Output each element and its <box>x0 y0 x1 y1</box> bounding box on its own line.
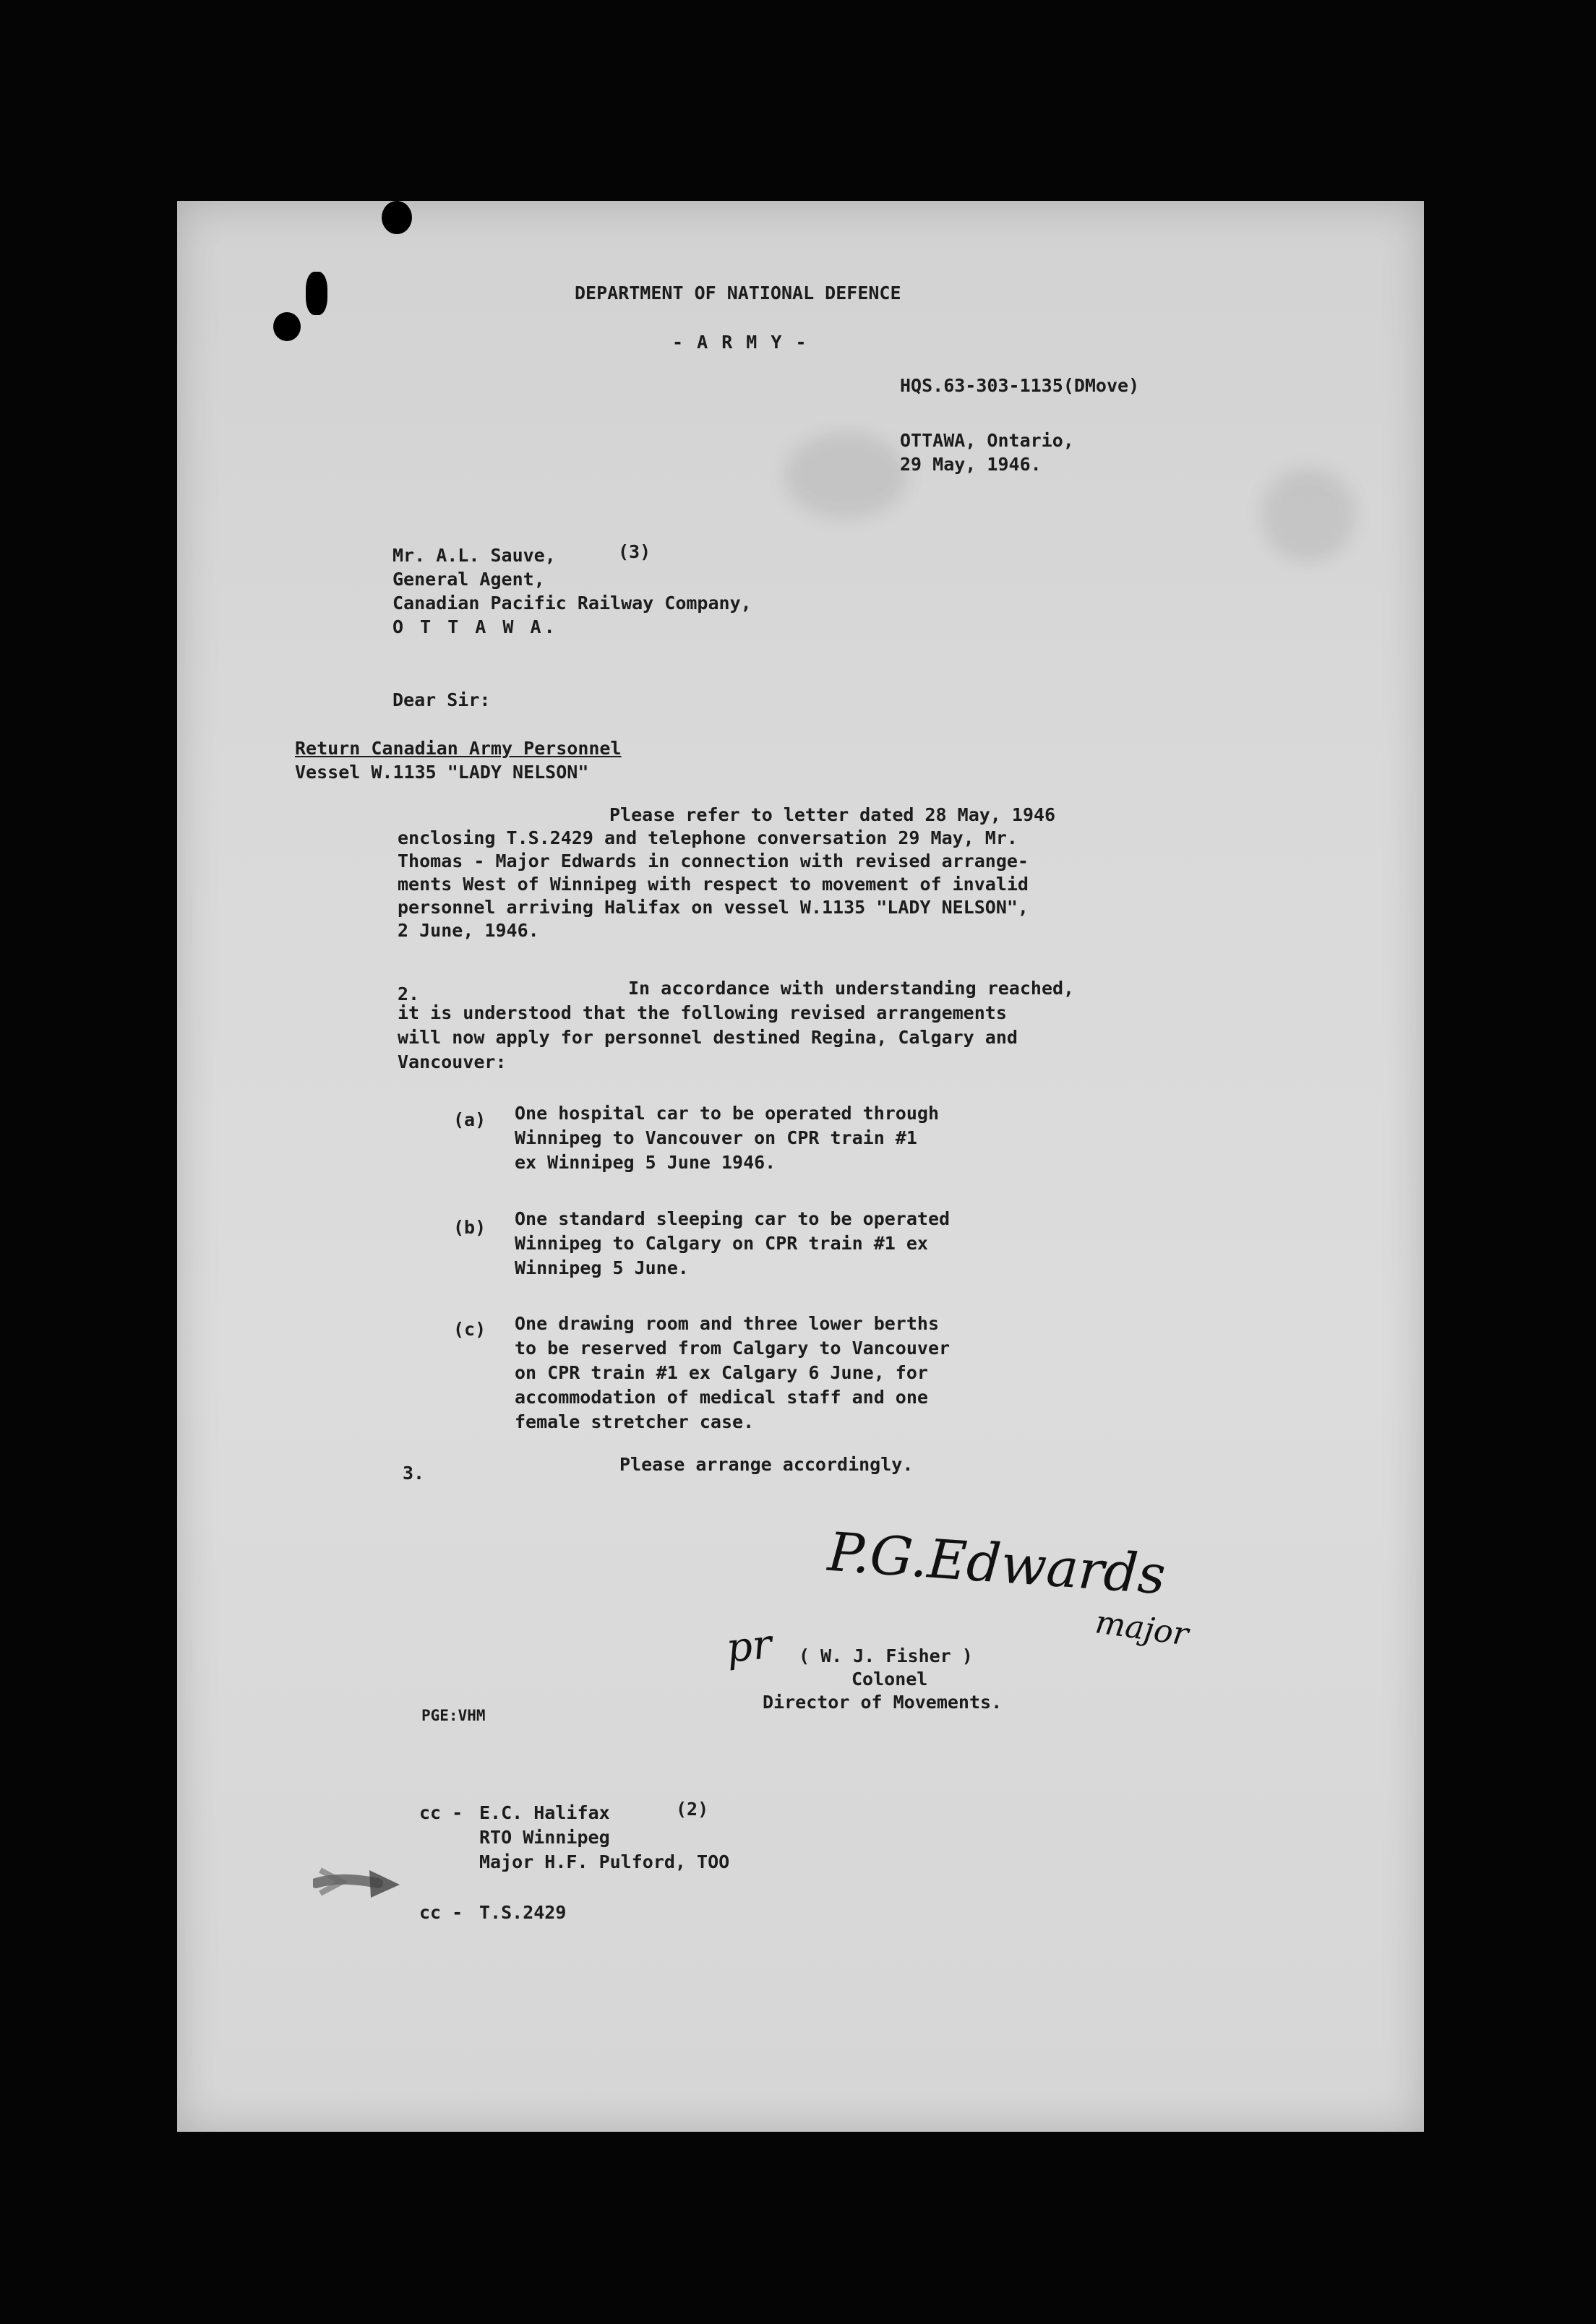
letter-page <box>177 201 1424 2132</box>
cc-line: Major H.F. Pulford, TOO <box>479 1851 730 1872</box>
item-b-line: One standard sleeping car to be operated <box>515 1208 951 1229</box>
item-b-line: Winnipeg 5 June. <box>515 1257 689 1278</box>
handwritten-rank: major <box>1093 1604 1191 1653</box>
cc-prefix: cc - <box>419 1802 463 1823</box>
signer-rank: Colonel <box>851 1669 928 1690</box>
item-c-line: to be reserved from Calgary to Vancouver <box>515 1338 951 1359</box>
para1-line: personnel arriving Halifax on vessel W.1135 "LADY NELSON", <box>398 897 1029 918</box>
punch-hole <box>273 312 301 341</box>
item-a-line: ex Winnipeg 5 June 1946. <box>515 1152 776 1173</box>
para1-line: enclosing T.S.2429 and telephone conversation 29 May, Mr. <box>398 827 1018 848</box>
para3-text: Please arrange accordingly. <box>619 1454 914 1475</box>
item-a-line: One hospital car to be operated through <box>515 1103 939 1124</box>
para2-line: will now apply for personnel destined Regina, Calgary and <box>398 1027 1018 1048</box>
recipient-title: General Agent, <box>392 569 545 590</box>
recipient-city: O T T A W A. <box>392 616 558 637</box>
cc-prefix-2: cc - <box>419 1902 463 1923</box>
signer-name: ( W. J. Fisher ) <box>799 1645 973 1666</box>
item-c-label: (c) <box>453 1319 486 1340</box>
subject-line-2: Vessel W.1135 "LADY NELSON" <box>295 762 589 783</box>
para3-number: 3. <box>403 1463 425 1484</box>
file-reference: HQS.63-303-1135(DMove) <box>900 375 1140 396</box>
punch-hole <box>306 272 327 315</box>
para1-line: Thomas - Major Edwards in connection with revised arrange- <box>398 851 1029 872</box>
punch-hole <box>382 201 412 234</box>
place: OTTAWA, Ontario, <box>900 430 1074 451</box>
handwritten-signature: P.G.Edwards <box>825 1520 1168 1607</box>
item-c-line: on CPR train #1 ex Calgary 6 June, for <box>515 1362 928 1383</box>
cc-copies: (2) <box>676 1799 709 1820</box>
para2-line: it is understood that the following revised arrangements <box>398 1002 1007 1023</box>
cc-second: T.S.2429 <box>479 1902 567 1923</box>
para2-line: Vancouver: <box>398 1051 507 1072</box>
recipient-company: Canadian Pacific Railway Company, <box>392 593 752 614</box>
item-b-label: (b) <box>453 1217 486 1238</box>
para1-line: 2 June, 1946. <box>398 920 539 941</box>
cc-line: RTO Winnipeg <box>479 1827 610 1848</box>
cc-line: E.C. Halifax <box>479 1802 610 1823</box>
signer-title: Director of Movements. <box>763 1692 1003 1713</box>
recipient-name: Mr. A.L. Sauve, <box>392 545 556 566</box>
stain <box>784 432 907 519</box>
letter-date: 29 May, 1946. <box>900 454 1042 475</box>
para1-line: Please refer to letter dated 28 May, 1946 <box>609 804 1056 825</box>
stain <box>1261 468 1355 562</box>
item-c-line: female stretcher case. <box>515 1411 755 1432</box>
handwritten-per: pr <box>724 1620 774 1673</box>
item-c-line: accommodation of medical staff and one <box>515 1387 928 1408</box>
salutation: Dear Sir: <box>392 689 491 710</box>
para1-line: ments West of Winnipeg with respect to movement of invalid <box>398 874 1029 895</box>
item-a-label: (a) <box>453 1109 486 1130</box>
arrow-mark-icon <box>313 1862 421 1905</box>
recipient-copies: (3) <box>618 541 651 562</box>
item-b-line: Winnipeg to Calgary on CPR train #1 ex <box>515 1233 928 1254</box>
department-heading: DEPARTMENT OF NATIONAL DEFENCE <box>575 283 901 304</box>
subject-line-1: Return Canadian Army Personnel <box>295 738 622 759</box>
army-heading: - A R M Y - <box>672 332 808 353</box>
para2-number: 2. <box>398 984 420 1004</box>
item-c-line: One drawing room and three lower berths <box>515 1313 939 1334</box>
item-a-line: Winnipeg to Vancouver on CPR train #1 <box>515 1127 917 1148</box>
reference-initials: PGE:VHM <box>421 1707 486 1724</box>
para2-line: In accordance with understanding reached, <box>628 978 1075 999</box>
